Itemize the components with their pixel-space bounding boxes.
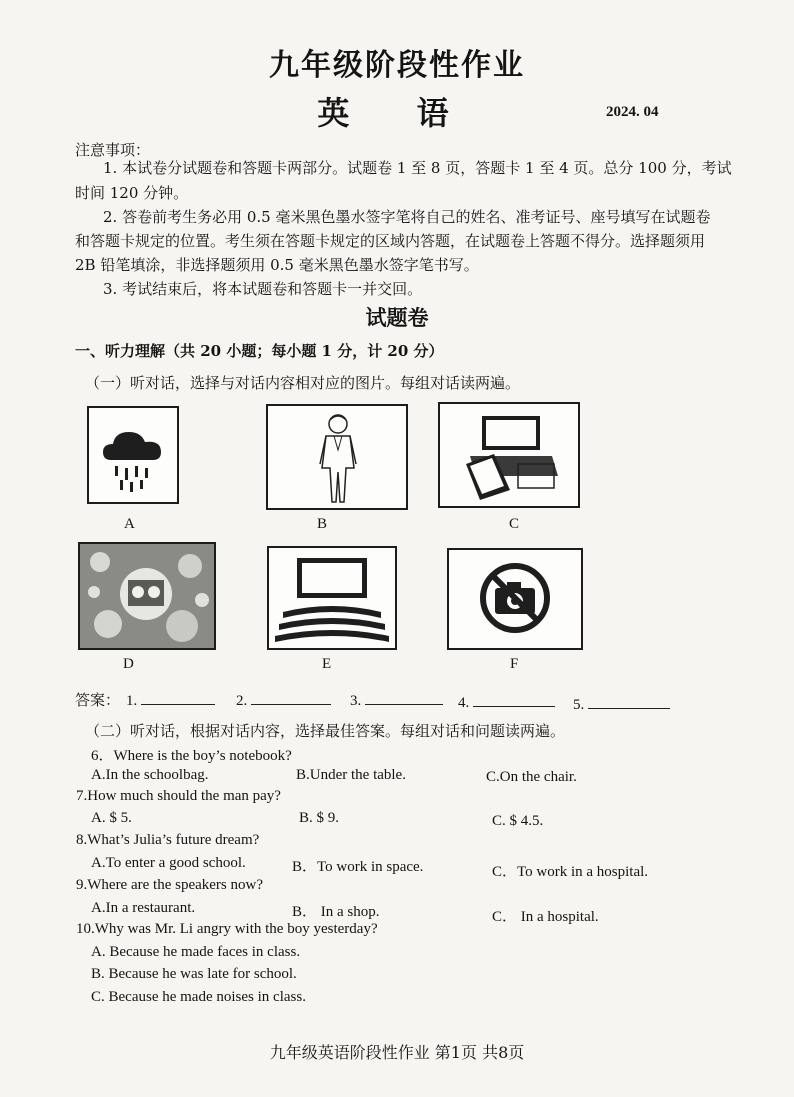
section-heading: 一、听力理解（共 20 小题；每小题 1 分，计 20 分） xyxy=(75,342,444,360)
picture-label-f: F xyxy=(510,656,519,672)
exam-date: 2024. 04 xyxy=(606,104,659,120)
answer-3: 3. xyxy=(350,690,443,710)
cinema-screen-icon xyxy=(269,548,395,648)
picture-c xyxy=(438,402,580,508)
q8-option-c: C．To work in a hospital. xyxy=(492,864,649,880)
answer-blank-1[interactable] xyxy=(141,690,215,705)
picture-e xyxy=(267,546,397,650)
picture-label-c: C xyxy=(509,516,520,532)
answer-2: 2. xyxy=(236,690,331,710)
picture-label-a: A xyxy=(124,516,135,532)
part1-instruction: （一）听对话，选择与对话内容相对应的图片。每组对话读两遍。 xyxy=(85,374,521,392)
picture-d xyxy=(78,542,216,650)
notice-line-2a: 2. 答卷前考生务必用 0.5 毫米黑色墨水签字笔将自己的姓名、准考证号、座号填写在试题卷 xyxy=(103,208,711,226)
picture-a xyxy=(87,406,179,504)
question-8: 8.What’s Julia’s future dream? xyxy=(76,832,260,848)
laptop-tablet-icon xyxy=(440,404,578,506)
picture-label-b: B xyxy=(317,516,328,532)
answer-blank-5[interactable] xyxy=(588,694,670,709)
answer-blank-2[interactable] xyxy=(251,690,331,705)
q6-option-c: C.On the chair. xyxy=(486,769,577,785)
notice-line-3: 3. 考试结束后，将本试题卷和答题卡一并交回。 xyxy=(103,280,423,298)
notice-line-1b: 时间 120 分钟。 xyxy=(75,184,189,202)
question-6: 6．Where is the boy’s notebook? xyxy=(91,748,292,764)
q8-option-a: A.To enter a good school. xyxy=(91,855,246,871)
notice-line-1a: 1. 本试卷分试题卷和答题卡两部分。试题卷 1 至 8 页，答题卡 1 至 4 页。总分 100 分，考试 xyxy=(103,159,732,177)
question-10: 10.Why was Mr. Li angry with the boy yesterday? xyxy=(76,921,378,937)
old-man-icon xyxy=(268,406,406,508)
q7-option-a: A. $ 5. xyxy=(91,810,132,826)
rain-cloud-icon xyxy=(89,408,177,502)
answer-4: 4. xyxy=(458,692,555,712)
exam-title: 九年级阶段性作业 xyxy=(269,48,525,83)
festival-poster-icon xyxy=(80,544,214,648)
notice-line-2b: 和答题卡规定的位置。考生须在答题卡规定的区域内答题，在试题卷上答题不得分。选择题须用 xyxy=(75,232,706,250)
no-camera-icon xyxy=(449,550,581,648)
q10-option-c: C. Because he made noises in class. xyxy=(91,989,306,1005)
question-9: 9.Where are the speakers now? xyxy=(76,877,263,893)
answer-blank-3[interactable] xyxy=(365,690,443,705)
q9-option-b: B． In a shop. xyxy=(292,904,380,920)
q10-option-a: A. Because he made faces in class. xyxy=(91,944,301,960)
notice-line-2c: 2B 铅笔填涂，非选择题须用 0.5 毫米黑色墨水签字笔书写。 xyxy=(75,256,479,274)
answer-1: 1. xyxy=(126,690,215,710)
paper-title: 试题卷 xyxy=(365,305,429,330)
question-7: 7.How much should the man pay? xyxy=(76,788,281,804)
page-footer: 九年级英语阶段性作业 第1页 共8页 xyxy=(269,1043,525,1062)
q9-option-a: A.In a restaurant. xyxy=(91,900,196,916)
q7-option-b: B. $ 9. xyxy=(299,810,340,826)
q6-option-b: B.Under the table. xyxy=(296,767,406,783)
picture-label-d: D xyxy=(123,656,134,672)
answer-5: 5. xyxy=(573,694,670,714)
notice-heading: 注意事项： xyxy=(75,141,151,159)
q7-option-c: C. $ 4.5. xyxy=(492,813,544,829)
part2-instruction: （二）听对话，根据对话内容，选择最佳答案。每组对话和问题读两遍。 xyxy=(85,722,566,740)
q10-option-b: B. Because he was late for school. xyxy=(91,966,297,982)
picture-f xyxy=(447,548,583,650)
subject-title: 英 语 xyxy=(317,94,477,132)
answer-label: 答案： xyxy=(75,691,121,709)
q8-option-b: B．To work in space. xyxy=(292,859,424,875)
picture-b xyxy=(266,404,408,510)
picture-label-e: E xyxy=(322,656,332,672)
q6-option-a: A.In the schoolbag. xyxy=(91,767,209,783)
answer-blank-4[interactable] xyxy=(473,692,555,707)
q9-option-c: C． In a hospital. xyxy=(492,909,599,925)
